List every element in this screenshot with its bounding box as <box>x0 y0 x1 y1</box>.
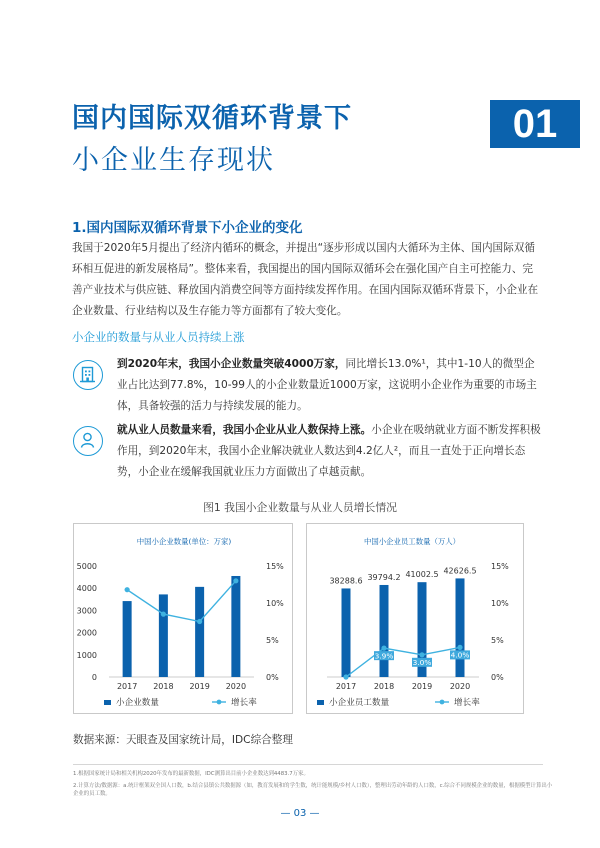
growth-rate-point <box>233 578 238 583</box>
point-1-text <box>117 354 542 417</box>
y-left-tick-label: 1000 <box>76 650 97 660</box>
growth-rate-line <box>127 581 236 622</box>
legend-line-label: 增长率 <box>231 698 257 708</box>
bar-value-label: 38288.6 <box>329 576 363 586</box>
page-number: — 03 — <box>280 808 320 819</box>
data-source: 数据来源：天眼查及国家统计局，IDC综合整理 <box>73 734 293 746</box>
y-left-tick-label: 5000 <box>76 562 97 571</box>
point-1-bold: 到2020年末，我国小企业数量突破4000万家， <box>117 358 346 370</box>
growth-rate-point <box>343 674 348 679</box>
x-tick-label: 2019 <box>189 682 210 691</box>
y-right-tick-label: 0% <box>491 673 504 682</box>
y-right-tick-label: 15% <box>266 562 284 571</box>
legend-line-marker <box>217 700 222 705</box>
growth-rate-point <box>457 645 462 650</box>
growth-rate-point <box>419 652 424 657</box>
intro-paragraph: 我国于2020年5月提出了经济内循环的概念，并提出“逐步形成以国内大循环为主体、国内国际双循环相互促进的新发展格局”。整体来看，我国提出的国内国际双循环会在强化国产自主可控能力、完善产业技术与供应链、释放国内消费空间等方面持续发挥作用。在国内国际双循环背景下，小企业在企业数量、行业结构以及生存能力等方面都有了较大变化。 <box>72 242 539 317</box>
y-left-tick-label: 2000 <box>76 628 97 638</box>
chart-panel-employee-count <box>306 523 524 714</box>
person-icon <box>73 426 103 456</box>
point-2-bold: 就从业人员数量来看，我国小企业从业人数保持上涨。 <box>117 424 372 436</box>
chart-title: 中国小企业数量(单位：万家) <box>136 537 232 546</box>
page-subtitle: 小企业生存现状 <box>72 145 275 176</box>
figure-caption: 图1 我国小企业数量与从业人员增长情况 <box>203 501 397 514</box>
bar-2017 <box>342 588 351 677</box>
y-right-tick-label: 15% <box>491 562 509 571</box>
chart-panel-company-count <box>73 523 293 714</box>
growth-rate-line <box>346 647 460 677</box>
x-tick-label: 2018 <box>373 682 395 691</box>
bar-value-label: 41002.5 <box>405 570 439 580</box>
growth-rate-point <box>125 587 130 592</box>
legend-bar-label: 小企业员工数量 <box>329 698 390 708</box>
footnote-divider <box>73 764 543 765</box>
growth-rate-point <box>197 619 202 624</box>
footnote-1: 1.根据国家统计局和相关机构2020年发布的最新数据，IDC测算出目前小企业数达到4483.7万家。 <box>73 771 309 777</box>
section-heading: 1.国内国际双循环背景下小企业的变化 <box>72 220 303 236</box>
y-left-tick-label: 3000 <box>76 606 97 616</box>
chart-title: 中国小企业员工数量（万人） <box>363 537 461 546</box>
bar-2018 <box>159 594 168 677</box>
point-2-body: 小企业在吸纳就业方面不断发挥积极作用，到2020年末，我国小企业解决就业人数达到4.2亿人²，而且一直处于正向增长态势，小企业在缓解我国就业压力方面做出了卓越贡献。 <box>117 424 541 478</box>
y-left-tick-label: 4000 <box>76 584 97 594</box>
x-tick-label: 2017 <box>116 682 138 691</box>
y-right-tick-label: 5% <box>266 636 279 645</box>
chart-company-count <box>74 524 294 715</box>
x-tick-label: 2020 <box>449 682 471 691</box>
y-right-tick-label: 10% <box>266 599 284 608</box>
legend-line-marker <box>440 700 445 705</box>
y-left-tick-label: 0 <box>91 673 97 682</box>
footnote-2: 2.计算方法/数据源：a.统计框架双全国人口数，b.结合县镇公共数据源（如，教育发展和的学生数，统计能规模/乡村人口数），整理出劳动年龄的人口数，c.综合不同规模企业的数量，根据模型计算出小企业的员工数。 <box>73 783 553 797</box>
bar-2020 <box>231 576 240 677</box>
point-2-text <box>117 420 542 483</box>
legend-bar-swatch <box>104 700 111 705</box>
legend-line-label: 增长率 <box>454 698 480 708</box>
growth-label: 3.9% <box>374 651 394 661</box>
chapter-number-badge: 01 <box>490 100 580 148</box>
x-tick-label: 2020 <box>225 682 247 691</box>
chart-employee-count <box>307 524 525 715</box>
bar-value-label: 42626.5 <box>443 566 477 576</box>
point-1-body: 同比增长13.0%¹，其中1-10人的微型企业占比达到77.8%，10-99人的小企业数量近1000万家，这说明小企业作为重要的市场主体，具备较强的活力与持续发展的能力。 <box>117 358 537 412</box>
y-right-tick-label: 5% <box>491 636 504 645</box>
bar-2018 <box>380 585 389 677</box>
page-title: 国内国际双循环背景下 <box>72 103 352 134</box>
growth-rate-point <box>161 612 166 617</box>
building-icon <box>73 360 103 390</box>
growth-label: 3.0% <box>412 658 432 668</box>
y-right-tick-label: 0% <box>266 673 279 682</box>
growth-rate-point <box>381 646 386 651</box>
legend-bar-swatch <box>317 700 324 705</box>
bar-value-label: 39794.2 <box>367 572 401 582</box>
growth-label: 4.0% <box>450 650 470 660</box>
x-tick-label: 2019 <box>411 682 433 691</box>
x-tick-label: 2018 <box>153 682 174 691</box>
bar-2020 <box>456 578 465 677</box>
subsection-heading: 小企业的数量与从业人员持续上涨 <box>72 330 245 344</box>
y-right-tick-label: 10% <box>491 599 509 608</box>
legend-bar-label: 小企业数量 <box>116 698 159 708</box>
bar-2019 <box>195 587 204 677</box>
x-tick-label: 2017 <box>335 682 357 691</box>
bar-2017 <box>123 601 132 677</box>
